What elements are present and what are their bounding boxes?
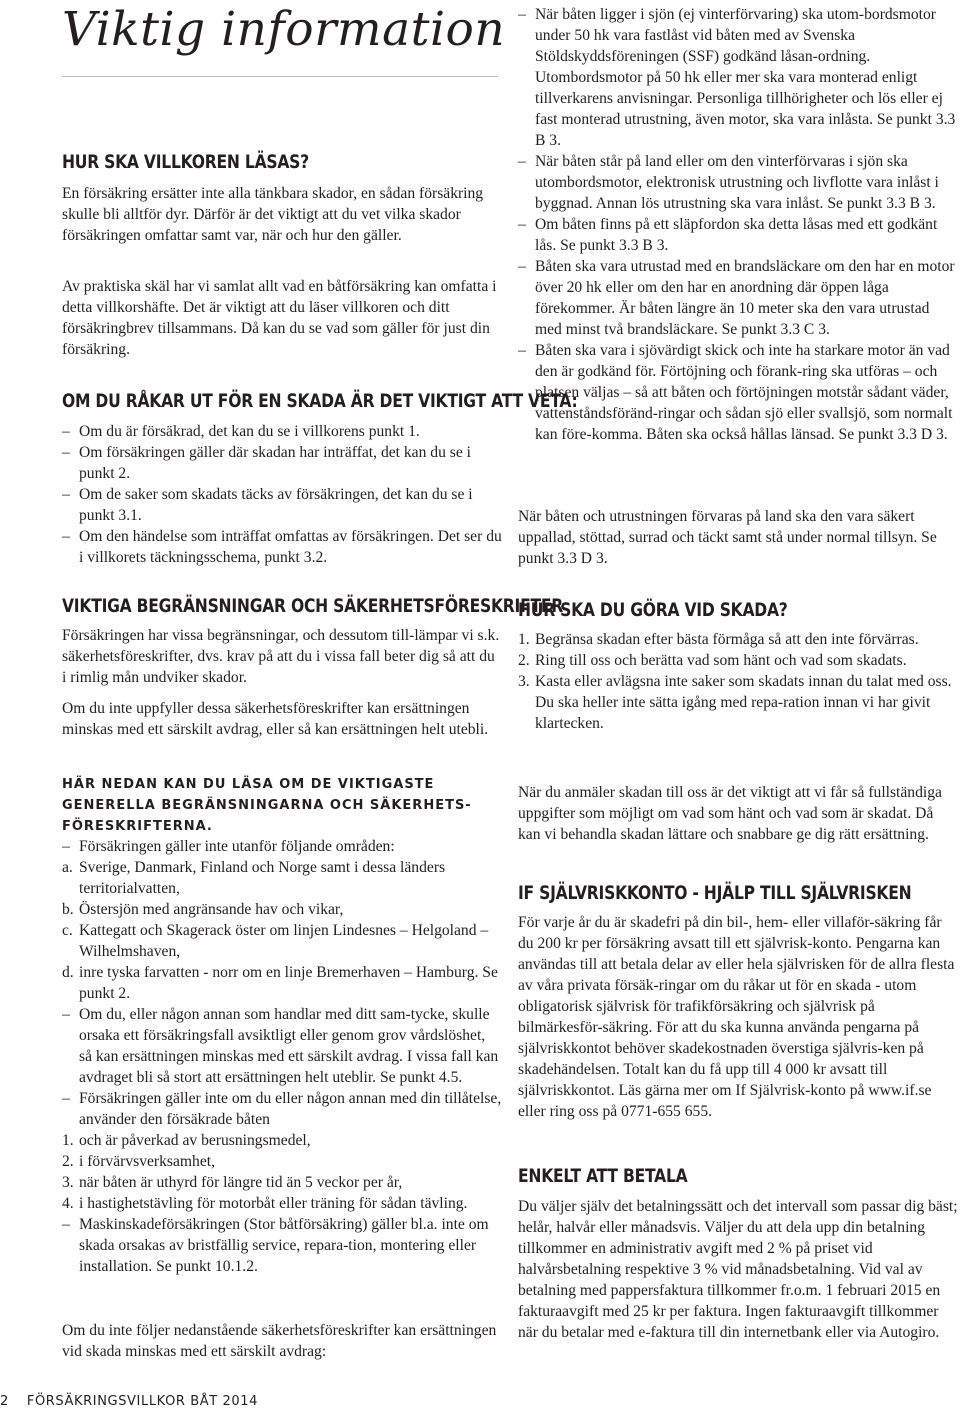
list-item: 1. och är påverkad av berusningsmedel, (62, 1132, 311, 1149)
page-title: Viktig information (62, 2, 506, 57)
how-to-act-list (518, 629, 958, 734)
safety-list (518, 4, 958, 445)
list-item: – Försäkringen gäller inte om du eller någon annan med din tillåtelse, använder den försäkrade båten (62, 1090, 502, 1128)
subheading-general-limits: HÄR NEDAN KAN DU LÄSA OM DE VIKTIGASTE GENERELLA BEGRÄNSNINGARNA OCH SÄKERHETS-FÖRESKRIFTERNA. (62, 777, 472, 834)
paragraph-read-2: Av praktiska skäl har vi samlat allt vad en båtförsäkring kan omfatta i detta villkorshäfte. Det är viktigt att du läser villkoren och ditt försäkringbrev tillsammans. Då kan du se vad som gäller för just din försäkring. (62, 278, 497, 358)
paragraph-report: När du anmäler skadan till oss är det viktigt att vi får så fullständiga uppgifter som möjligt om vad som hänt och vad som är skadat. Då kan vi behandla skadan lättare och snabbare ge dig rätt ersättning. (518, 784, 942, 843)
paragraph-general-end: Om du inte följer nedanstående säkerhetsföreskrifter kan ersättningen vid skada minskas med ett särskilt avdrag: (62, 1322, 497, 1360)
paragraph-limits-1: Försäkringen har vissa begränsningar, och dessutom till-lämpar vi s.k. säkerhetsföreskrifter, dvs. krav på att du i vissa fall beter dig så att du i rimlig mån undviker skador. (62, 627, 500, 686)
heading-how-to-act: HUR SKA DU GÖRA VID SKADA? (518, 599, 788, 621)
list-item: – Om du, eller någon annan som handlar med ditt sam-tycke, skulle orsaka ett försäkringsfall avsiktligt eller genom grov vårdslöshet, så kan ersättningen minskas med ett särskilt avdrag. I vissa fall kan avdraget bli så stort att ersättningen helt uteblir. Se punkt 4.5. (62, 1006, 499, 1086)
general-limits-list (62, 836, 502, 1277)
heading-deductible-account: IF SJÄLVRISKKONTO - HJÄLP TILL SJÄLVRISKEN (518, 882, 912, 904)
footer-label: FÖRSÄKRINGSVILLKOR BÅT 2014 (26, 1394, 259, 1409)
list-item: – Om du är försäkrad, det kan du se i villkorens punkt 1. (62, 423, 420, 440)
page-number: 2 (0, 1394, 9, 1409)
list-item: – När båten ligger i sjön (ej vinterförvaring) ska utom-bordsmotor under 50 hk vara fastlåst vid båten med av Svenska Stöldskyddsföreningen (SSF) godkänd låsan-ordning. Utombordsmotor på 50 hk eller mer ska vara monterad enligt tillverkarens anvisningar. Personliga tillhörigheter och lös eller ej fast monterad utrustning, även motor, ska vara inlåsta. Se punkt 3.3 B 3. (518, 6, 956, 149)
damage-checklist (62, 421, 502, 568)
list-item: – Maskinskadeförsäkringen (Stor båtförsäkring) gäller bl.a. inte om skada orsakas av bristfällig service, repara-tion, montering eller installation. Se punkt 10.1.2. (62, 1216, 489, 1275)
list-item: – När båten står på land eller om den vinterförvaras i sjön ska utombordsmotor, elektronisk utrustning och livflotte vara inlåst i byggnad. Annan lös utrustning ska vara inlåst. Se punkt 3.3 B 3. (518, 153, 939, 212)
list-item: 2. Ring till oss och berätta vad som hänt och vad som skadats. (518, 652, 907, 669)
list-item: b. Östersjön med angränsande hav och vikar, (62, 901, 344, 918)
list-item: – Om försäkringen gäller där skadan har inträffat, det kan du se i punkt 2. (62, 444, 472, 482)
list-item: 3. Kasta eller avlägsna inte saker som skadats innan du talat med oss. Du ska heller inte sätta igång med repa-ration innan vi har givit klartecken. (518, 673, 952, 732)
page-footer (0, 1394, 300, 1410)
title-divider (62, 76, 498, 77)
paragraph-limits-2: Om du inte uppfyller dessa säkerhetsföreskrifter kan ersättningen minskas med ett särskilt avdrag, eller så kan ersättningen helt utebli. (62, 700, 489, 738)
list-item: – Båten ska vara utrustad med en brandsläckare om den har en motor över 20 hk eller om den har en anordning där öppen låga förekommer. Är båten längre än 10 meter ska den vara utrustad med minst två brandsläckare. Se punkt 3.3 C 3. (518, 258, 955, 338)
list-item: 4. i hastighetstävling för motorbåt eller träning för sådan tävling. (62, 1195, 468, 1212)
list-item: 1. Begränsa skadan efter bästa förmåga så att den inte förvärras. (518, 631, 919, 648)
heading-damage-checklist: OM DU RÅKAR UT FÖR EN SKADA ÄR DET VIKTIGT ATT VETA: (62, 390, 578, 412)
paragraph-read-1: En försäkring ersätter inte alla tänkbara skador, en sådan försäkring skulle bli alltför dyr. Därför är det viktigt att du vet vilka skador försäkringen omfattar samt var, när och hur den gäller. (62, 185, 484, 244)
list-item: 2. i förvärvsverksamhet, (62, 1153, 215, 1170)
list-item: – Om de saker som skadats täcks av försäkringen, det kan du se i punkt 3.1. (62, 486, 473, 524)
list-item: – Om båten finns på ett släpfordon ska detta låsas med ett godkänt lås. Se punkt 3.3 B 3. (518, 216, 938, 254)
paragraph-land-storage: När båten och utrustningen förvaras på land ska den vara säkert uppallad, stöttad, surrad och täckt samt stå under normal tillsyn. Se punkt 3.3 D 3. (518, 508, 937, 567)
heading-read-terms: HUR SKA VILLKOREN LÄSAS? (62, 151, 309, 173)
paragraph-deductible-account: För varje år du är skadefri på din bil-, hem- eller villaför-säkring får du 200 kr per försäkring avsatt till ett självrisk-konto. Pengarna kan användas till att betala delar av eller hela självrisken för de allra flesta av våra privata försäk-ringar om du råkar ut för en skada - utom obligatorisk självrisk för trafikförsäkring och självrisk på bilmärkesför-säkring. För att du ska kunna använda pengarna på självriskkontot behöver skadekostnaden överstiga självris-ken på skadehändelsen. Totalt kan du få upp till 4 000 kr avsatt till självriskkontot. Läs gärna mer om If Självrisk-konto på www.if.se eller ring oss på 0771-655 655. (518, 914, 955, 1120)
list-item: – Försäkringen gäller inte utanför följande områden: (62, 838, 395, 855)
list-item: c. Kattegatt och Skagerack öster om linjen Lindesnes – Helgoland – Wilhelmshaven, (62, 922, 489, 960)
paragraph-easy-payment: Du väljer själv det betalningssätt och det intervall som passar dig bäst; helår, halvår eller månadsvis. Väljer du att dela upp din betalning tillkommer en administrativ avgift med 2 % på priset vid halvårsbetalning respektive 3 % vid månadsbetalning. Vid val av betalning med pappersfaktura tillkommer fr.o.m. 1 februari 2015 en fakturaavgift med 25 kr per faktura. Ingen fakturaavgift tillkommer när du betalar med e-faktura till din internetbank eller via Autogiro. (518, 1198, 958, 1341)
list-item: d. inre tyska farvatten - norr om en linje Bremerhaven – Hamburg. Se punkt 2. (62, 964, 498, 1002)
list-item: 3. när båten är uthyrd för längre tid än 5 veckor per år, (62, 1174, 403, 1191)
list-item: – Båten ska vara i sjövärdigt skick och inte ha starkare motor än vad den är godkänd för. Förtöjning och förank-ring ska utföras – och platsen väljas – så att båten och förtöjningen motstår sådant väder, vattenståndsföränd-ringar och sådan sjö eller svallsjö, som normalt kan före-komma. Båten ska också hållas länsad. Se punkt 3.3 D 3. (518, 342, 953, 443)
list-item: – Om den händelse som inträffat omfattas av försäkringen. Det ser du i villkorets täckningsschema, punkt 3.2. (62, 528, 502, 566)
heading-limitations: VIKTIGA BEGRÄNSNINGAR OCH SÄKERHETSFÖRESKRIFTER (62, 595, 564, 617)
heading-easy-payment: ENKELT ATT BETALA (518, 1165, 688, 1187)
list-item: a. Sverige, Danmark, Finland och Norge samt i dessa länders territorialvatten, (62, 859, 446, 897)
